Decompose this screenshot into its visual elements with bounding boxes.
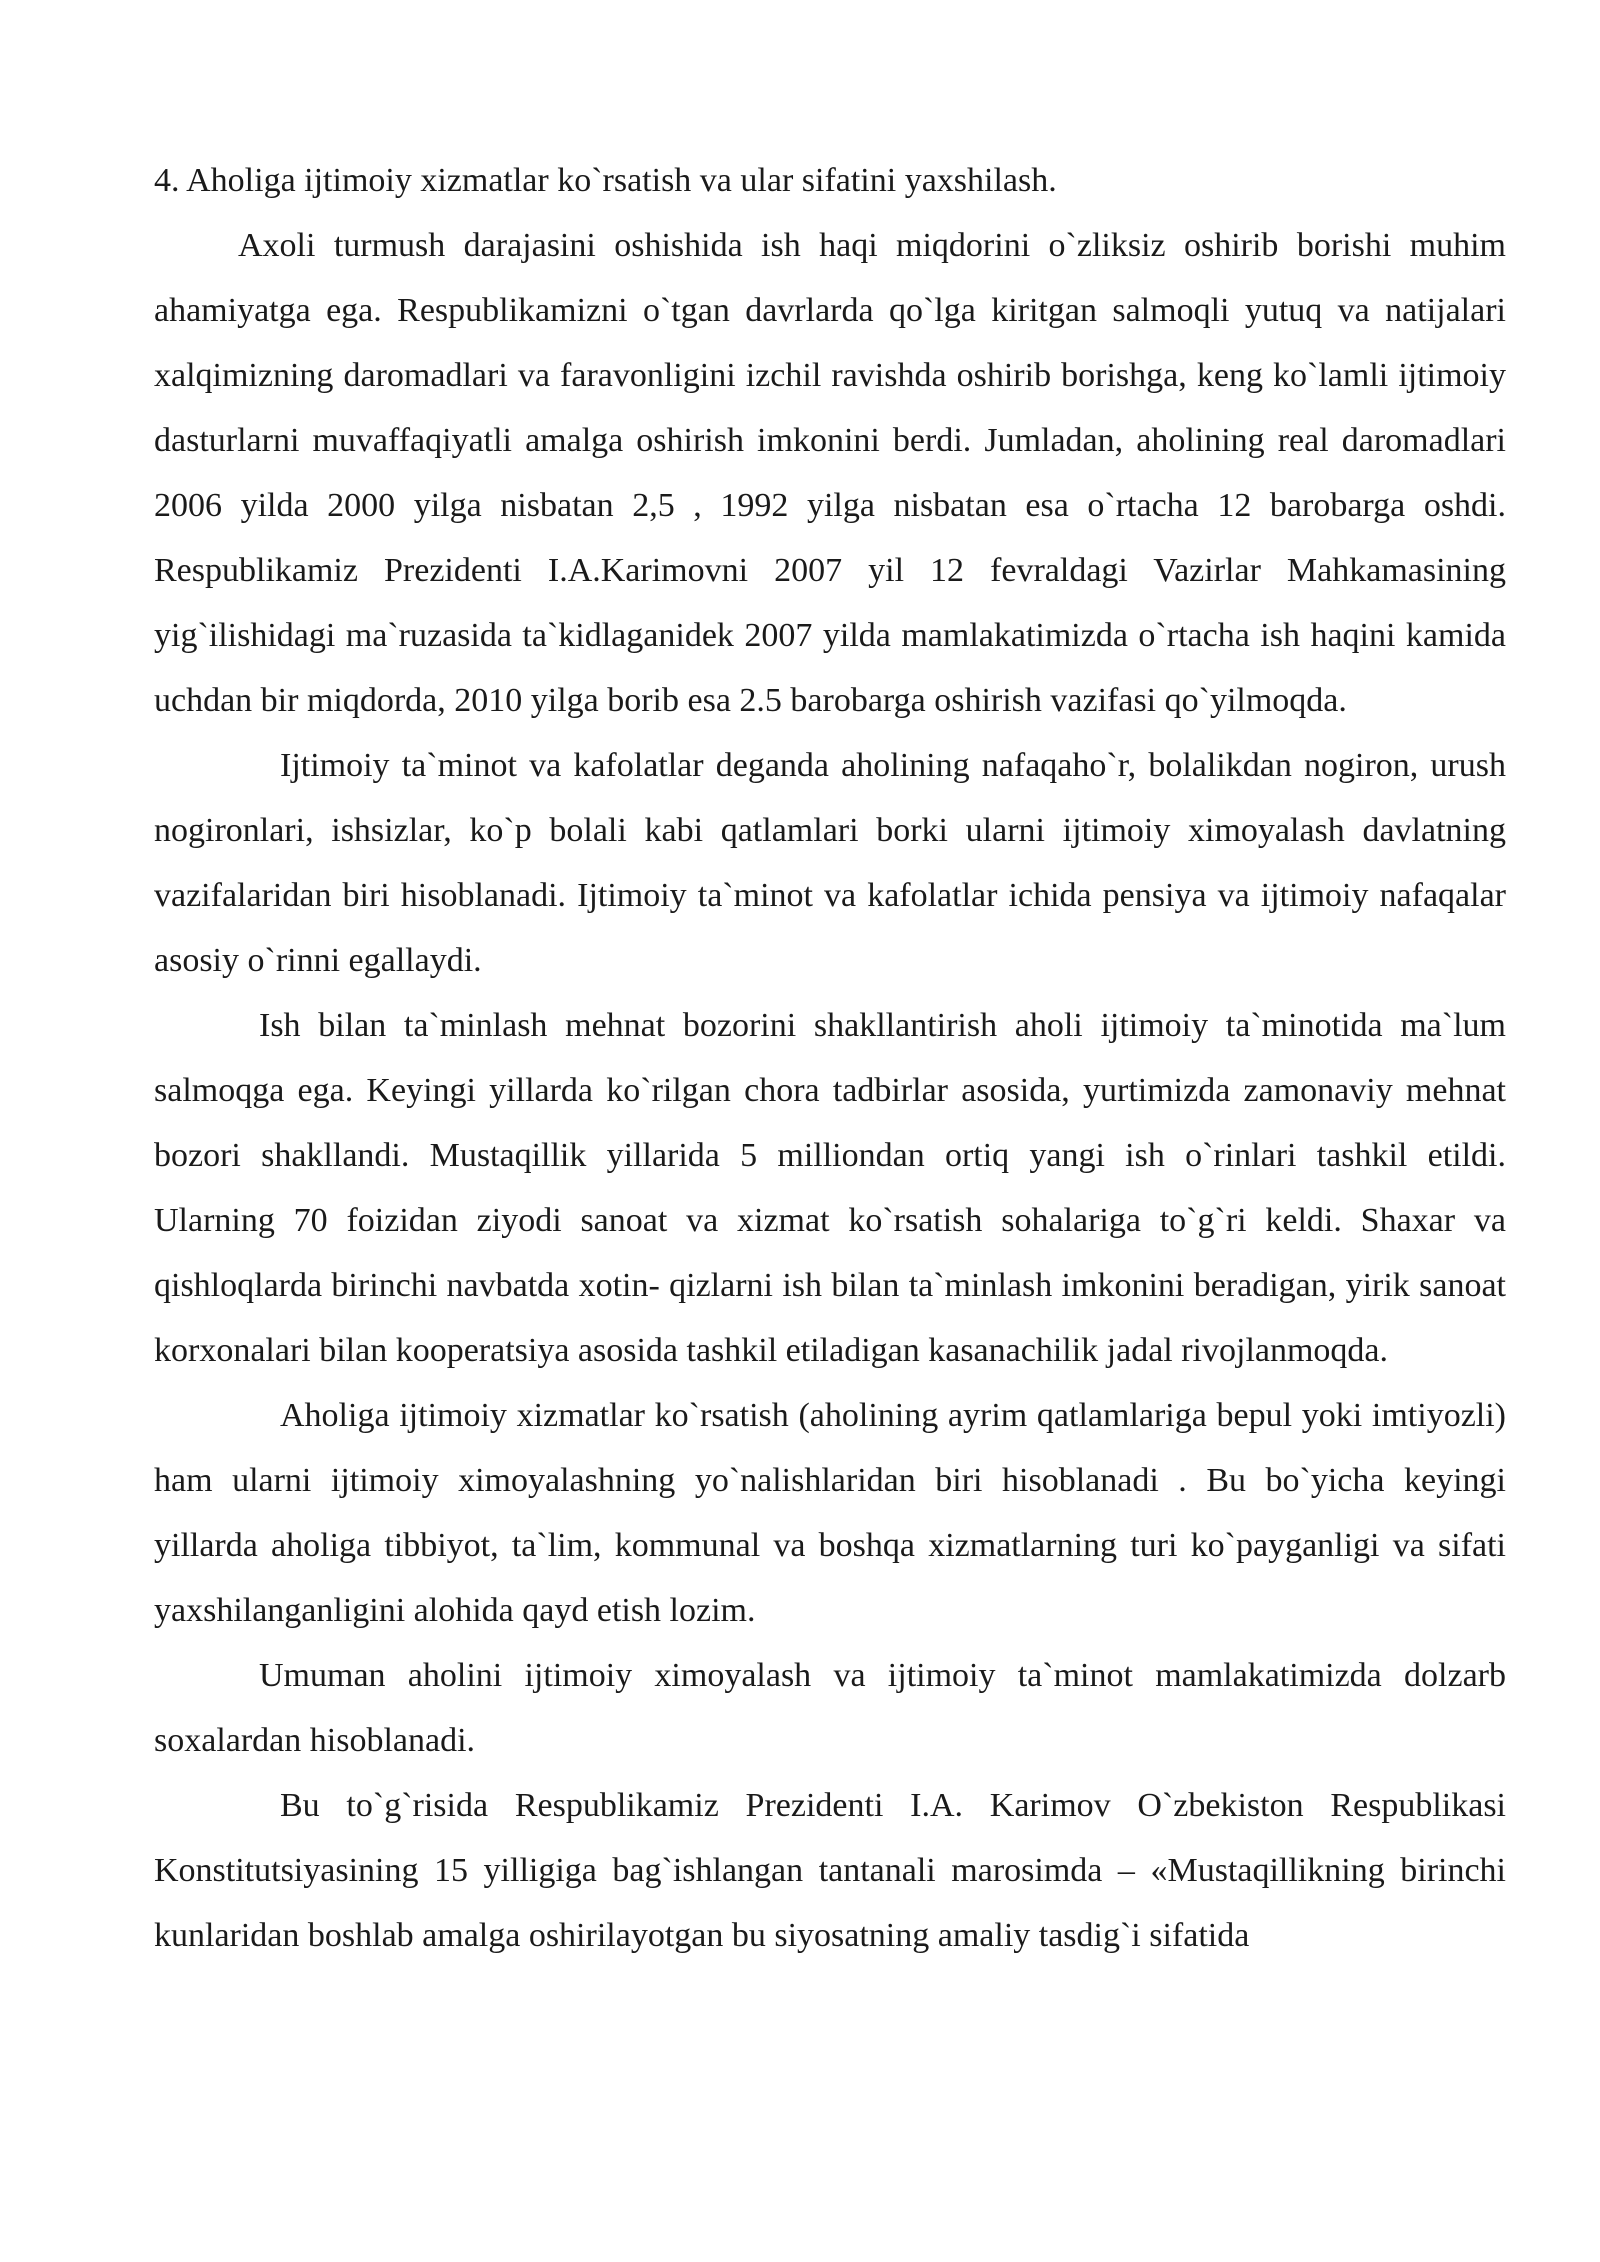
paragraph-social-services: Aholiga ijtimoiy xizmatlar ko`rsatish (aholining ayrim qatlamlariga bepul yoki imtiyozli) ham ularni ijtimoiy ximoyalashning yo`nalishlaridan biri hisoblanadi . Bu bo`yicha keyingi yillarda aholiga tibbiyot, ta`lim, kommunal va boshqa xizmatlarning turi ko`payganligi va sifati yaxshilanganligini alohida qayd etish lozim. bbox=[154, 1397, 1506, 1629]
paragraph-income: Axoli turmush darajasini oshishida ish haqi miqdorini o`zliksiz oshirib borishi muhim ahamiyatga ega. Respublikamizni o`tgan davrlarda qo`lga kiritgan salmoqli yutuq va natijalari xalqimizning daromadlari va faravonligini izchil ravishda oshirib borishga, keng ko`lamli ijtimoiy dasturlarni muvaffaqiyatli amalga oshirish imkonini berdi. Jumladan, aholining real daromadlari 2006 yilda 2000 yilga nisbatan 2,5 , 1992 yilga nisbatan esa o`rtacha 12 barobarga oshdi. Respublikamiz Prezidenti I.A.Karimovni 2007 yil 12 fevraldagi Vazirlar Mahkamasining yig`ilishidagi ma`ruzasida ta`kidlaganidek 2007 yilda mamlakatimizda o`rtacha ish haqini kamida uchdan bir miqdorda, 2010 yilga borib esa 2.5 barobarga oshirish vazifasi qo`yilmoqda. bbox=[154, 227, 1506, 719]
paragraph-social-security: Ijtimoiy ta`minot va kafolatlar deganda aholining nafaqaho`r, bolalikdan nogiron, urush nogironlari, ishsizlar, ko`p bolali kabi qatlamlari borki ularni ijtimoiy ximoyalash davlatning vazifalaridan biri hisoblanadi. Ijtimoiy ta`minot va kafolatlar ichida pensiya va ijtimoiy nafaqalar asosiy o`rinni egallaydi. bbox=[154, 747, 1506, 979]
document-page bbox=[154, 148, 1506, 1968]
section-heading: 4. Aholiga ijtimoiy xizmatlar ko`rsatish va ular sifatini yaxshilash. bbox=[154, 162, 1057, 199]
paragraph-employment: Ish bilan ta`minlash mehnat bozorini shakllantirish aholi ijtimoiy ta`minotida ma`lum salmoqga ega. Keyingi yillarda ko`rilgan chora tadbirlar asosida, yurtimizda zamonaviy mehnat bozori shakllandi. Mustaqillik yillarida 5 milliondan ortiq yangi ish o`rinlari tashkil etildi. Ularning 70 foizidan ziyodi sanoat va xizmat ko`rsatish sohalariga to`g`ri keldi. Shaxar va qishloqlarda birinchi navbatda xotin- qizlarni ish bilan ta`minlash imkonini beradigan, yirik sanoat korxonalari bilan kooperatsiya asosida tashkil etiladigan kasanachilik jadal rivojlanmoqda. bbox=[154, 1007, 1506, 1369]
paragraph-president: Bu to`g`risida Respublikamiz Prezidenti I.A. Karimov O`zbekiston Respublikasi Konstitutsiyasining 15 yilligiga bag`ishlangan tantanali marosimda – «Mustaqillikning birinchi kunlaridan boshlab amalga oshirilayotgan bu siyosatning amaliy tasdig`i sifatida bbox=[154, 1787, 1506, 1954]
paragraph-summary: Umuman aholini ijtimoiy ximoyalash va ijtimoiy ta`minot mamlakatimizda dolzarb soxalardan hisoblanadi. bbox=[154, 1657, 1506, 1759]
